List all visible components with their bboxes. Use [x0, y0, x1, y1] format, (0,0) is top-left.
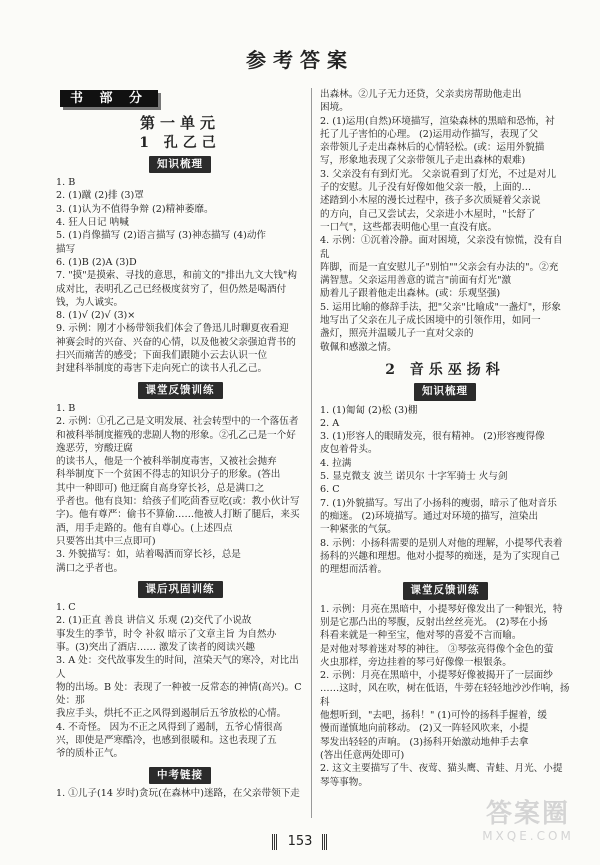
watermark-logo: [468, 799, 588, 855]
answer-line: 5. (1)肖像描写 (2)语言描写 (3)神态描写 (4)动作: [56, 230, 267, 242]
answer-line: 和被科举制度摧残的悲剧人物的形象。②孔乙己是一个好逸恶劳，穷酸迂腐: [56, 429, 296, 454]
answer-line: 8. (1)√ (2)√ (3)×: [56, 310, 136, 322]
answer-line: 扬科的兴趣和理想。他对小提琴的痴迷，是为了实现自己: [320, 550, 560, 562]
watermark-big: 答案圈: [485, 799, 570, 829]
answer-line: 1. (1)匍匐 (2)松 (3)棚: [320, 404, 418, 416]
answer-line: 3. (1)形容人的眼睛发亮，很有精神。 (2)形容瘦得像: [320, 431, 545, 443]
answer-line: 5. 运用比喻的修辞手法，把"父亲"比喻成"一盏灯"，形象: [320, 301, 561, 313]
answer-line: 科举制度下一个贫困不得志的知识分子的形象。(答出: [56, 469, 281, 481]
answer-line: 封建科举制度的毒害下走向死亡的读书人孔乙己。: [56, 363, 268, 375]
answer-line: 的理想而活着。: [320, 564, 388, 576]
answer-line: 别是它那凸出的琴腹，反射出丝丝亮光。 (2)琴在小扬: [320, 616, 548, 628]
answer-line: 事发生的季节，时令 补叙 暗示了文章主旨 为自然办: [56, 628, 277, 640]
answer-line: 困境。: [320, 102, 349, 114]
answer-line: 6. (1)B (2)A (3)D: [56, 256, 137, 268]
answer-line: 慢而谨慎地向前移动。 (2)又一阵轻风吹来，小提: [320, 723, 529, 735]
watermark-small: MXQE.COM: [482, 829, 574, 843]
section-bar-zhishi-2: 知识梳理: [414, 383, 476, 400]
answer-line: 1. B: [56, 402, 76, 414]
section-bar-zhongkao: 中考链接: [149, 767, 211, 784]
answer-line: 4. 狂人日记 呐喊: [56, 217, 129, 229]
answer-line: 2. (1)蹴 (2)排 (3)罩: [56, 190, 144, 202]
right-column: [320, 88, 570, 789]
answer-line: 描写: [56, 243, 76, 255]
answer-line: 事。(3)突出了酒店…… 激发了读者的阅读兴趣: [56, 641, 255, 653]
answer-line: 2. 示例：①孔乙己是文明发展、社会转型中的一个落伍者: [56, 416, 299, 428]
answer-line: 亲带领儿子走出森林后的心情轻松。(或：运用外貌描: [320, 142, 545, 154]
answer-line: 他想听到，"去吧，扬科！" (1)可怜的扬科手握着，缓: [320, 710, 547, 722]
answer-list: [56, 402, 304, 575]
lesson-title: 1 孔乙己: [139, 134, 221, 151]
answer-line: 其中一种即可) 他迂腐自高身穿长衫，总是满口之: [56, 482, 265, 494]
answer-line: 钱，为人诚实。: [56, 296, 124, 308]
answer-line: 述踏到小木屋的漫长过程中，孩子多次质疑着父亲说: [320, 195, 541, 207]
answer-line: 地写出了父亲在儿子成长困境中的引领作用，如同一: [320, 315, 541, 327]
answer-line: 2. (1)正直 善良 讲信义 乐观 (2)交代了小说故: [56, 615, 252, 627]
answer-line: 3. 外貌描写：如，站着喝酒而穿长衫，总是: [56, 549, 241, 561]
answer-list: [56, 601, 304, 761]
answer-line: 7. (1)外貌描写。写出了小扬科的瘦弱，暗示了他对音乐: [320, 497, 557, 509]
answer-list: [56, 176, 304, 375]
answer-line: ……这时，风在吹，树在低语，牛蒡在轻轻地沙沙作响，扬科: [320, 683, 570, 708]
page-title: 参考答案: [246, 48, 354, 72]
answer-line: 皮包着骨头。: [320, 444, 378, 456]
answer-line: 敬佩和感激之情。: [320, 341, 397, 353]
answer-line: 琴等事物。: [320, 776, 368, 788]
answer-line: 的痴迷。 (2)环境描写。通过对环境的描写，渲染出: [320, 510, 539, 522]
answer-line: 子的安慰。儿子没有好像如他父亲一般，上面的…: [320, 182, 532, 194]
answer-line: 我应手头，烘托不正之风得到遏制后五爷放松的心情。: [56, 708, 287, 720]
column-divider: [311, 88, 312, 818]
answer-line: 5. 显克微支 波兰 诺贝尔 十字军骑士 火与剑: [320, 471, 508, 483]
answer-line: 扫兴而痛苦的感受；下面我们跟随小云去认识一位: [56, 350, 268, 362]
answer-line: 励着儿子跟着他走出森林。(或：乐观坚强): [320, 288, 501, 300]
answer-list: [320, 603, 570, 789]
answer-line: 3. 父亲没有有到灯光。 父亲说看到了灯光，不过是对儿: [320, 168, 556, 180]
answer-line: 1. 示例：月亮在黑暗中，小提琴好像发出了一种银光，特: [320, 603, 563, 615]
answer-list: [56, 787, 304, 800]
page-number: 153: [280, 832, 320, 852]
answer-line: 酒，用手走路的。他有自尊心。(上述四点: [56, 522, 233, 534]
left-column: [56, 88, 304, 800]
answer-line: 的读书人，他是一个被科举制度毒害，又被社会抛弃: [56, 456, 277, 468]
answer-line: 托了儿子害怕的心理。 (2)运用动作描写，表现了父: [320, 128, 539, 140]
answer-line: 火虫那样，旁边挂着的琴弓好像像一根银条。: [320, 656, 512, 668]
lesson-title: 2 音乐巫扬科: [385, 361, 505, 378]
answer-line: 2. (1)运用(自然)环境描写，渲染森林的黑暗和恐怖，衬: [320, 115, 555, 127]
answer-list: [320, 88, 570, 354]
answer-line: 盏灯，照亮并温暖儿子一直对父亲的: [320, 328, 474, 340]
answer-line: 2. A: [320, 417, 340, 429]
answer-line: 1. ①儿子(14 岁时)贪玩(在森林中)迷路，在父亲带领下走: [56, 787, 300, 799]
answer-line: 9. 示例：刚才小杨带领我们体会了鲁迅儿时聊夏夜看迎: [56, 323, 289, 335]
answer-line: 阵脚，而是一直安慰儿子"别怕""父亲会有办法的"。②充: [320, 261, 559, 273]
answer-line: 科看来就是一种至宝，他对琴的喜爱不言而喻。: [320, 630, 522, 642]
section-bar-zhishi: 知识梳理: [149, 156, 211, 173]
answer-line: 乎者也。他有良知：给孩子们吃茴香豆吃(或：教小伙计写: [56, 496, 300, 508]
answer-line: 一种紧张的气氛。: [320, 524, 397, 536]
answer-line: 神赛会时的兴奋、兴奋的心情，以及他被父亲强迫背书的: [56, 336, 296, 348]
answer-line: 6. C: [320, 484, 340, 496]
section-label: 书 部 分: [60, 90, 158, 107]
answer-line: 4. 示例：①沉着冷静。面对困境，父亲没有惊慌，没有自乱: [320, 235, 563, 260]
answer-line: 兴，即使是严寒酷冷，也感到很暖和。这也表现了五: [56, 735, 277, 747]
answer-line: 3. A 处：交代故事发生的时间，渲染天气的寒冷，对比出人: [56, 655, 299, 680]
answer-line: 满智慧。父亲运用善意的谎言"前面有灯光"激: [320, 275, 512, 287]
answer-line: 的方向，自己又尝试去，父亲进小木屋时，"长舒了: [320, 208, 536, 220]
answer-list: [320, 404, 570, 577]
answer-line: 满口之乎者也。: [56, 562, 124, 574]
answer-line: 1. C: [56, 602, 76, 614]
answer-line: 7. "摸"是摸索、寻找的意思，和前文的"排出九文大钱"构: [56, 270, 297, 282]
answer-line: 琴发出轻轻的声响。 (3)扬科开始激动地伸手去拿: [320, 736, 529, 748]
answer-line: (答出任意两处即可): [320, 749, 405, 761]
section-bar-kehou: 课后巩固训练: [138, 581, 223, 598]
answer-line: 物的出场。B 处：表现了一种被一反常态的神情(高兴)。C 处：那: [56, 681, 302, 707]
unit-title: 第一单元: [139, 114, 220, 133]
answer-line: 爷的质朴正气。: [56, 748, 124, 760]
answer-line: 3. (1)认为不值得争辩 (2)精神萎靡。: [56, 203, 214, 215]
answer-line: 出森林。②儿子无力还贷，父亲卖房帮助他走出: [320, 89, 522, 100]
answer-line: 是对他对琴着迷对琴的神往。 ③琴弦亮得像个金色的萤: [320, 643, 554, 655]
section-bar-ketang-2: 课堂反馈训练: [403, 582, 488, 599]
answer-line: 一口气"，这些都表明他心里一直没有底。: [320, 221, 498, 233]
answer-line: 4. 不奇怪。 因为不正之风得到了遏制，五爷心情很高: [56, 721, 283, 733]
answer-line: 2. 这文主要描写了牛、夜莺、猫头鹰、青蛙、月光、小提: [320, 763, 563, 775]
answer-line: 只要答出其中三点即可): [56, 535, 156, 547]
answer-line: 1. B: [56, 177, 76, 189]
answer-line: 成对比，表明孔乙己已经极度贫穷了，但仍然是喝酒付: [56, 283, 287, 295]
answer-line: 4. 拉满: [320, 457, 352, 469]
answer-line: 写，形象地表现了父亲带领儿子走出森林的艰难): [320, 155, 526, 167]
answer-line: 字)。他有尊严：偷书不算偷……他被人打断了腿后，来买: [56, 509, 300, 521]
answer-line: 8. 示例：小扬科需要的是别人对他的理解，小提琴代表着: [320, 537, 563, 549]
section-bar-ketang: 课堂反馈训练: [138, 382, 223, 399]
answer-line: 2. 示例：月亮在黑暗中，小提琴好像被揭开了一层面纱: [320, 670, 553, 682]
